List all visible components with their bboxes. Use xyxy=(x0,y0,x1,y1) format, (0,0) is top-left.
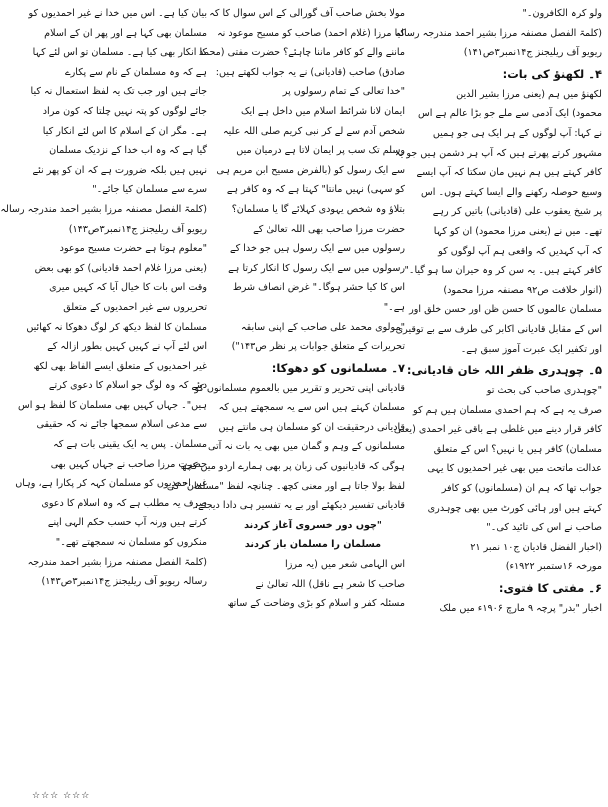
text-line: مولا بخش صاحب آف گورالی کے اس سوال کا کہ xyxy=(209,8,405,19)
text-line: غیر احمدیوں کو مسلمان کہہ کر پکارا ہے، وہاں xyxy=(15,478,207,490)
text-line: حضرت مرزا صاحب نے جہاں کہیں بھی xyxy=(50,458,207,470)
text-line: "خدا تعالی کے تمام رسولوں پر xyxy=(282,86,405,98)
text-line: منکروں کو مسلمان نہ سمجھتے تھے۔" xyxy=(55,537,207,549)
text-line: وقت اس بات کا خیال آیا کہ کہیں میری xyxy=(49,282,207,294)
text-line: وسلم تک سب پر ایمان لاتا ہے درمیان میں xyxy=(236,145,405,157)
text-line: لفظ بولا جاتا ہے اور معنی کچھ۔ چنانچہ لفظ "مسلمان" کی xyxy=(166,480,405,492)
text-line: رسولوں میں سے ایک رسول کا انکار کرتا ہے xyxy=(228,262,405,274)
text-line: مسلمان عالموں کا حسن ظن اور حسن خلق اور xyxy=(409,304,602,316)
text-line: کافر کہتے ہیں ہم نہیں مان سکتا کہ آپ ایسے xyxy=(416,167,602,179)
text-line: اخبار "بدر" پرچہ ۹ مارچ ۱۹۰۶ء میں ملک xyxy=(439,603,602,615)
text-line: حضرت مرزا صاحب بھی اللہ تعالیٰ کے xyxy=(253,223,405,235)
text-line: ریویو آف ریلیجنز ج۱۴نمبر۳ص۱۴۱) xyxy=(463,47,602,59)
text-line: اس کا کیا حشر ہوگا۔" غرض انصاف شرط xyxy=(232,282,405,294)
text-line: وسیع حوصلہ رکھنے والے ایسا کہتے ہوں۔ اس xyxy=(421,186,602,198)
text-line: (یعنی مرزا غلام احمد قادیانی) کو بھی بعض xyxy=(34,262,207,274)
text-line: سے ایک رسول کو (بالفرض مسیح ابن مریم ہی xyxy=(216,164,405,176)
text-line: ایمان لانا شرائط اسلام میں داخل ہے ایک xyxy=(240,105,405,117)
text-line: صاحب کا شعر ہے ناقل) اللہ تعالیٰ نے xyxy=(255,578,405,590)
text-line: سرے سے مسلمان کیا جائے۔" xyxy=(92,184,207,196)
text-line: (کلمۃ الفصل مصنفہ مرزا بشیر احمد مندرجہ xyxy=(27,556,207,568)
text-line: جواب تھا کہ ہم ان (مسلمانوں) کو کافر xyxy=(441,483,602,495)
text-line: صادق) صاحب (قادیانی) نے یہ جواب لکھتے ہیں: xyxy=(215,66,405,78)
text-line: ماننے والے کو کافر ماننا چاہئے؟ حضرت مفتی (محمد xyxy=(198,47,405,59)
text-line: اس کے مقابل قادیانی اکابر کی طرف سے بے توقیری xyxy=(395,323,602,335)
text-line: (کلمۃ الفصل مصنفہ مرزا بشیر احمد مندرجہ رسالہ xyxy=(0,203,207,215)
text-line: تحریروں سے غیر احمدیوں کے متعلق xyxy=(63,301,207,313)
text-line: "چوہدری صاحب کی بحث تو xyxy=(486,385,602,397)
text-line: ولو کرہ الکافرون۔" xyxy=(522,8,602,19)
text-line: تھے۔ میں نے (یعنی مرزا محمود) ان کو کہا xyxy=(433,225,602,237)
text-line: صاحب نے اس کی تائید کی۔" xyxy=(486,522,602,534)
verse-line: مسلمان را مسلمان باز کردند xyxy=(244,539,382,551)
section-heading: ۵۔ چوہدری ظفر اللہ خان قادیانی: xyxy=(406,363,602,378)
text-line: مسلمان بھی کہا ہے اور پھر ان کے اسلام xyxy=(44,27,207,39)
text-line: ہے کہ وہ مسلمان کے نام سے پکارے xyxy=(65,66,207,78)
text-line: نہیں ہیں بلکہ ضرورت ہے کہ ان کو پھر نئے xyxy=(32,164,207,176)
text-line: کافر کہتے ہیں۔ یہ سن کر وہ حیران سا ہو گیا۔" xyxy=(404,265,602,277)
section-heading: ۷۔ مسلمانوں کو دھوکا: xyxy=(271,360,405,375)
text-line: محمود) ایک آدمی سے ملے جو بڑا عالم ہے اس xyxy=(418,108,602,120)
text-line: رسالہ ریویو آف ریلیجنز ج۱۴نمبر۳ص۱۴۳) xyxy=(41,576,207,588)
text-line: صرف یہ مطلب ہے کہ وہ اسلام کا دعوی xyxy=(41,497,207,509)
section-heading: ۴۔ لکھنؤ کی بات: xyxy=(502,66,602,81)
column-left xyxy=(0,4,207,784)
text-line: قادیانی اپنی تحریر و تقریر میں بالعموم مسلمانوں کو xyxy=(194,382,405,394)
text-line: اور تکفیر ایک عبرت آموز سبق ہے۔ xyxy=(460,343,602,355)
text-line: مسئلہ کفر و اسلام کو بڑی وضاحت کے ساتھ xyxy=(227,598,405,610)
text-line: جاتے ہیں اور جب تک یہ لفظ استعمال نہ کیا xyxy=(30,86,207,98)
text-line: مسلمان کا لفظ دیکھ کر لوگ دھوکا نہ کھائیں xyxy=(26,321,207,333)
text-line: مسلمان۔ پس یہ ایک یقینی بات ہے کہ xyxy=(53,439,207,451)
text-line: مسلمان کہتے ہیں اس سے یہ سمجھتے ہیں کہ xyxy=(218,402,405,414)
text-line: گیا ہے کہ وہ اب خدا کے نزدیک مسلمان xyxy=(49,145,207,157)
text-line: اس لئے آپ نے کہیں کہیں بطور ازالہ کے xyxy=(47,341,207,353)
footer-star-ornament: ☆☆☆ ☆☆☆ xyxy=(32,791,91,801)
text-line: کافر قرار دینے میں غلطی ہے باقی غیر احمدی (یعنی xyxy=(393,424,602,436)
text-line: لکھنؤ میں ہم (یعنی مرزا بشیر الدین xyxy=(456,88,602,100)
text-line: (اخبار الفضل قادیان ج۱۰ نمبر ۲۱ xyxy=(470,541,602,553)
text-line: عدالت ماتحت میں بھی غیر احمدیوں کا یہی xyxy=(427,463,602,475)
text-line: ہیں"۔ جہاں کہیں بھی مسلمان کا لفظ ہو اس xyxy=(18,399,207,411)
text-line: کیا مرزا (غلام احمد) صاحب کو مسیح موعود نہ xyxy=(217,27,405,39)
text-line: بیان کیا ہے۔ اس میں خدا نے غیر احمدیوں کو xyxy=(28,8,207,19)
text-line: "معلوم ہوتا ہے حضرت مسیح موعود xyxy=(59,243,207,255)
text-line: کہ آپ کہدیں کہ واقعی ہم آپ لوگوں کو xyxy=(438,245,602,257)
text-line: ہے۔ مگر ان کے اسلام کا اس لئے انکار کیا xyxy=(42,125,207,137)
text-line: رسولوں میں سے ایک رسول ہیں جو خدا کے xyxy=(230,243,405,255)
text-line: (کلمۃ الفصل مصنفہ مرزا بشیر احمد مندرجہ رسالہ xyxy=(395,27,602,39)
text-line: تحریرات کے متعلق جوابات پر نظر ص۱۴۳") xyxy=(231,341,405,353)
text-line: قادیانی تفسیر دیکھئے اور بے یہ تفسیر ہی دادا دیجئے: xyxy=(194,500,405,512)
text-line: کا انکار بھی کیا ہے۔ مسلمان تو اس لئے کہا xyxy=(32,47,207,59)
verse-line: "چوں دور خسروی آغاز کردند xyxy=(244,519,382,531)
text-line: مشہور کرتے پھرتے ہیں کہ آپ ہر دشمن ہیں جو یہ xyxy=(394,147,602,159)
text-line: دیئے کہ وہ لوگ جو اسلام کا دعوی کرتے xyxy=(48,380,207,392)
text-line: کہتے ہیں اور ہائی کورٹ میں بھی چوہدری xyxy=(427,502,602,514)
text-line: ہوگی کہ قادیانیوں کی زبان پر بھی ہمارے اردو میں کچھ xyxy=(180,461,405,473)
text-line: اس الہامی شعر میں (یہ مرزا xyxy=(285,559,405,571)
text-line: کو سہی) نہیں مانتا" کہتا ہے کہ وہ کافر ہے xyxy=(226,184,405,196)
text-line: ہے۔" xyxy=(383,301,405,313)
text-line: بتلاؤ وہ شخص یہودی کہلائے گا یا مسلمان؟ xyxy=(231,203,405,215)
section-heading: ۶۔ مفتی کا فتوی: xyxy=(498,581,602,596)
text-line: شخص آدم سے لے کر نبی کریم صلی اللہ علیہ xyxy=(223,125,405,137)
text-line: مسلمانوں کے وہم و گمان میں بھی یہ بات نہ آتی xyxy=(207,441,405,453)
text-line: جائے لوگوں کو پتہ نہیں چلتا کہ کون مراد xyxy=(42,105,207,117)
column-middle xyxy=(166,4,405,784)
column-right xyxy=(393,4,602,784)
text-line: مسلمان) کافر ہیں یا نہیں؟ اس کے متعلق xyxy=(433,443,602,455)
text-line: نے کہا: آپ لوگوں کے ہر ایک ہی جو ہمیں xyxy=(432,127,602,139)
text-line: صرف یہ ہے کہ ہم احمدی مسلمان ہیں ہم کو xyxy=(413,404,602,416)
text-line: ریویو آف ریلیجنز ج۱۴نمبر۳ص۱۴۳) xyxy=(68,223,207,235)
text-line: "مولوی محمد علی صاحب کے اپنی سابقہ xyxy=(241,321,405,333)
text-line: پر شیخ یعقوب علی (قادیانی) باتیں کر رہے xyxy=(432,206,602,218)
text-line: (انوار خلافت ص۹۲ مصنفہ مرزا محمود) xyxy=(443,284,602,296)
text-line: مورخہ ۱۶ستمبر ۱۹۲۲ء) xyxy=(505,561,602,573)
text-line: قادیانی درحقیقت ان کو مسلمان ہی مانتے ہیں xyxy=(218,421,405,433)
text-line: سے مدعی اسلام سمجھا جائے نہ کہ حقیقی xyxy=(36,419,207,431)
text-line: غیر احمدیوں کے متعلق ایسے الفاظ بھی لکھ xyxy=(33,360,207,372)
text-line: کرتے ہیں ورنہ آپ حسب حکم الہی اپنے xyxy=(47,517,207,529)
